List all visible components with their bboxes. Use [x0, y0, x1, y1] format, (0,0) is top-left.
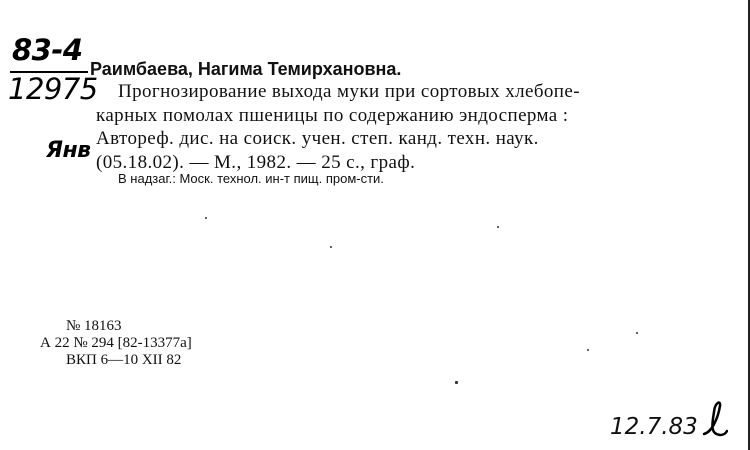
- shelf-number-bottom: 12975: [8, 72, 98, 106]
- handwritten-date: 12.7.83: [610, 414, 698, 440]
- registration-codes: [40, 318, 192, 369]
- code-line-1: № 18163: [66, 318, 122, 334]
- title-line-2: карных помолах пшеницы по содержанию эндосперма :: [96, 104, 569, 126]
- speck: [330, 246, 332, 248]
- speck: [587, 349, 589, 351]
- code-line-2: А 22 № 294 [82-13377а]: [40, 335, 192, 351]
- title-line-3: Автореф. дис. на соиск. учен. степ. канд. техн. наук.: [96, 128, 539, 149]
- title-line-1: Прогнозирование выхода муки при сортовых хлебопе-: [118, 81, 580, 102]
- shelf-number-top: 83-4: [12, 33, 83, 67]
- code-line-3: ВКП 6—10 XII 82: [66, 352, 182, 368]
- note-line: В надзаг.: Моск. технол. ин-т пищ. пром-сти.: [118, 171, 384, 186]
- speck: [636, 332, 638, 334]
- speck: [497, 226, 499, 228]
- signature-mark: [700, 398, 728, 440]
- title-block: [96, 80, 691, 174]
- speck: [455, 381, 458, 384]
- author-heading: Раимбаева, Нагима Темирхановна.: [90, 59, 402, 79]
- shelf-mark: Янв: [46, 138, 91, 163]
- speck: [205, 217, 207, 219]
- title-line-4: (05.18.02). — М., 1982. — 25 с., граф.: [96, 151, 416, 173]
